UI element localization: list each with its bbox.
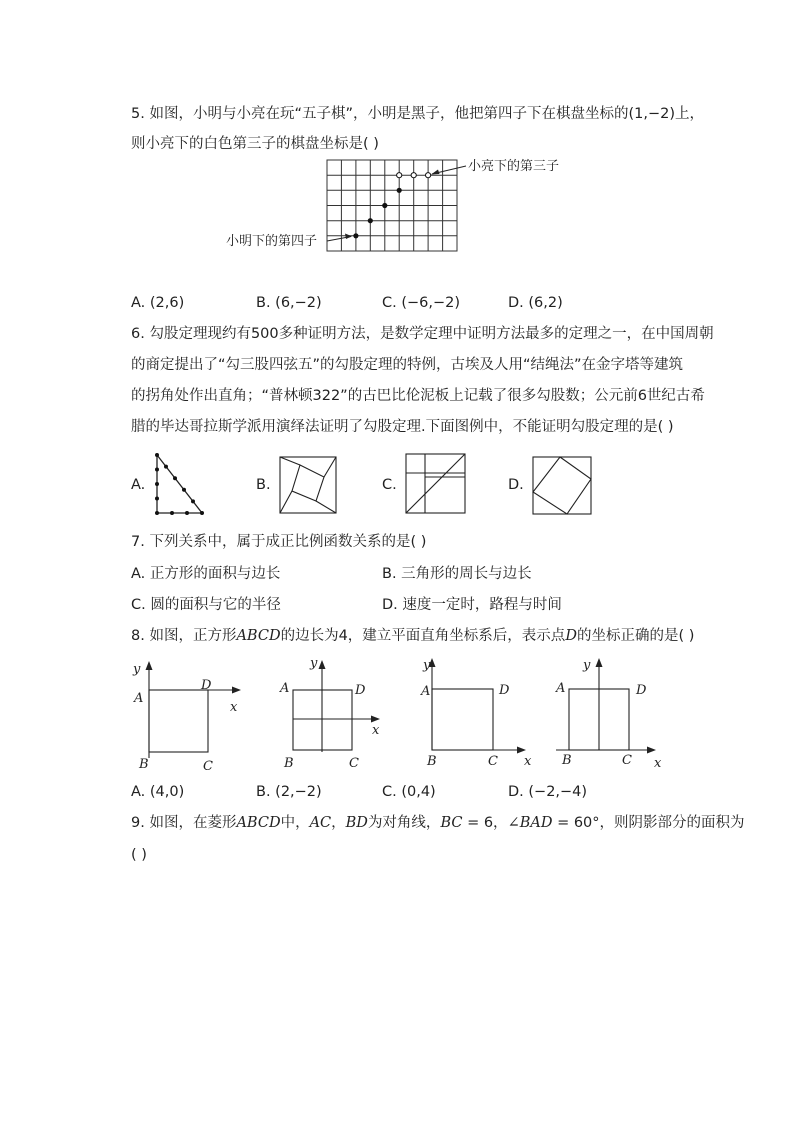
q5-label-ming: 小明下的第四子 — [226, 234, 318, 249]
axis-x-label: x — [524, 754, 532, 769]
q8-option-c: C. (0,4) — [382, 784, 436, 800]
axis-y-label: y — [583, 658, 591, 673]
q8-stem: 8. 如图，正方形ABCD的边长为4，建立平面直角坐标系后，表示点D的坐标正确的是( ) — [131, 628, 695, 644]
q8-figure-c — [418, 652, 538, 774]
black-stone — [397, 188, 402, 193]
q7-stem: 7. 下列关系中，属于成正比例函数关系的是( ) — [131, 534, 427, 550]
point-a-label: A — [421, 684, 431, 699]
q5-option-b: B. (6,−2) — [256, 295, 322, 311]
point-a-label: A — [134, 691, 144, 706]
q8-figure-a — [125, 658, 255, 774]
q8-option-d: D. (−2,−4) — [508, 784, 588, 800]
point-c-label: C — [622, 753, 632, 768]
point-c-label: C — [349, 756, 359, 771]
point-d-label: D — [201, 678, 212, 693]
black-stone — [382, 203, 387, 208]
q7-option-b: B. 三角形的周长与边长 — [382, 566, 532, 582]
point-d-label: D — [499, 683, 510, 698]
q5-black-stones — [353, 188, 402, 239]
axis-y-label: y — [423, 658, 431, 673]
q8-figure-d — [548, 652, 668, 774]
q8-option-b: B. (2,−2) — [256, 784, 322, 800]
point-a-label: A — [556, 681, 566, 696]
axis-x-label: x — [654, 756, 662, 771]
q6-option-b: B. — [256, 477, 271, 493]
q6-figure-c — [403, 451, 467, 515]
q6-stem-line2: 的商定提出了“勾三股四弦五”的勾股定理的特例，古埃及人用“结绳法”在金字塔等建筑 — [131, 357, 684, 373]
q5-stem-line2: 则小亮下的白色第三子的棋盘坐标是( ) — [131, 136, 379, 152]
q6-option-c: C. — [382, 477, 397, 493]
q5-label-liang: 小亮下的第三子 — [468, 159, 560, 174]
point-b-label: B — [427, 754, 437, 769]
point-c-label: C — [488, 754, 498, 769]
q5-white-stones — [397, 173, 431, 178]
q5-stem-line1: 5. 如图，小明与小亮在玩“五子棋”，小明是黑子，他把第四子下在棋盘坐标的(1,−2)上， — [131, 106, 704, 122]
black-stone — [368, 218, 373, 223]
point-d-label: D — [636, 683, 647, 698]
point-b-label: B — [284, 756, 294, 771]
q5-option-c: C. (−6,−2) — [382, 295, 461, 311]
point-a-label: A — [280, 681, 290, 696]
q6-figure-b — [278, 455, 338, 515]
q6-stem-line4: 腊的毕达哥拉斯学派用演绎法证明了勾股定理.下面图例中，不能证明勾股定理的是( ) — [131, 419, 674, 435]
white-stone — [397, 173, 402, 178]
black-stone — [353, 233, 358, 238]
point-c-label: C — [203, 759, 213, 774]
q6-option-d: D. — [508, 477, 524, 493]
q6-option-a: A. — [131, 477, 146, 493]
q7-option-c: C. 圆的面积与它的半径 — [131, 597, 281, 613]
axis-x-label: x — [230, 700, 238, 715]
point-b-label: B — [139, 757, 149, 772]
axis-y-label: y — [310, 656, 318, 671]
q5-gomoku-figure — [220, 150, 580, 262]
white-stone — [411, 173, 416, 178]
point-b-label: B — [562, 753, 572, 768]
q5-arrowhead-ming — [345, 234, 352, 240]
q5-option-a: A. (2,6) — [131, 295, 185, 311]
q6-figure-d — [530, 454, 594, 516]
q6-figure-a — [150, 452, 210, 518]
axis-y-label: y — [133, 662, 141, 677]
q8-option-a: A. (4,0) — [131, 784, 185, 800]
q6-stem-line1: 6. 勾股定理现约有500多种证明方法，是数学定理中证明方法最多的定理之一，在中国周朝 — [131, 326, 714, 342]
axis-x-label: x — [372, 723, 380, 738]
q7-option-a: A. 正方形的面积与边长 — [131, 566, 281, 582]
white-stone — [426, 173, 431, 178]
q5-arrowhead-liang — [431, 170, 440, 175]
q6-stem-line3: 的拐角处作出直角；“普林顿322”的古巴比伦泥板上记载了很多勾股数；公元前6世纪古希 — [131, 388, 705, 404]
q9-stem-line1: 9. 如图，在菱形ABCD中，AC，BD为对角线，BC = 6，∠BAD = 60°，则阴影部分的面积为 — [131, 815, 745, 831]
q9-stem-line2: ( ) — [131, 847, 147, 863]
q8-figure-b — [275, 652, 390, 774]
point-d-label: D — [355, 683, 366, 698]
q7-option-d: D. 速度一定时，路程与时间 — [382, 597, 562, 613]
q5-option-d: D. (6,2) — [508, 295, 563, 311]
